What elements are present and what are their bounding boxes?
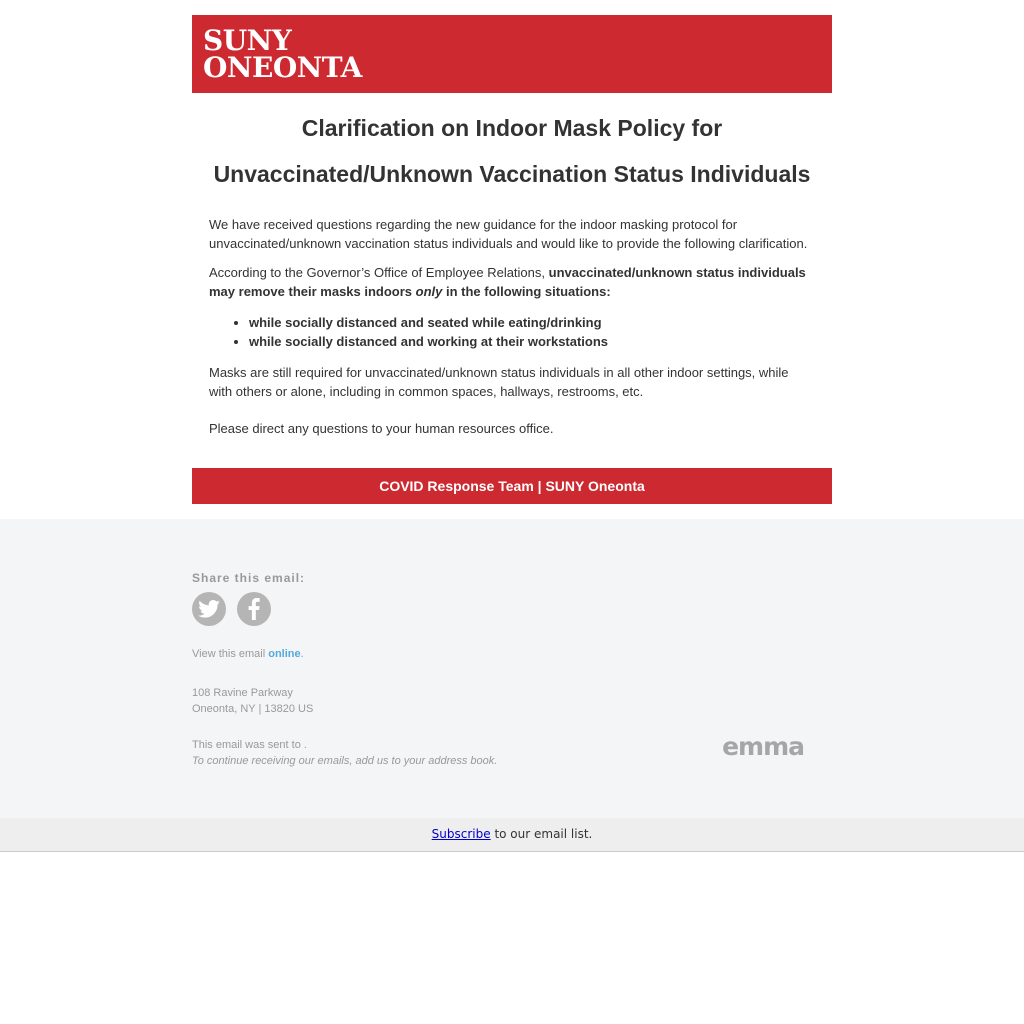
twitter-icon[interactable] bbox=[192, 592, 226, 626]
address-book-note: To continue receiving our emails, add us to your address book. bbox=[192, 755, 498, 767]
policy-bold-b: in the following situations: bbox=[442, 284, 611, 299]
policy-italic-only: only bbox=[415, 284, 443, 299]
policy-bold-a: unvaccinated/unknown status individuals may remove their masks indoors bbox=[209, 265, 806, 299]
share-label: Share this email: bbox=[192, 571, 306, 585]
subscribe-bar bbox=[0, 818, 1024, 852]
facebook-icon[interactable] bbox=[237, 592, 271, 626]
header-banner bbox=[192, 15, 832, 93]
policy-paragraph bbox=[209, 263, 815, 301]
postal-address bbox=[192, 685, 313, 717]
article-body bbox=[192, 215, 832, 438]
title-line-1: Clarification on Indoor Mask Policy for bbox=[301, 115, 723, 141]
logo-line-1: SUNY bbox=[203, 24, 292, 57]
address-line-1: 108 Ravine Parkway bbox=[192, 687, 293, 699]
sent-to-line: This email was sent to . bbox=[192, 739, 307, 751]
email-footer bbox=[0, 519, 1024, 818]
masks-required-paragraph: Masks are still required for unvaccinated/unknown status individuals in all other indoor settings, while with others or alone, including in common spaces, hallways, restrooms, etc. bbox=[209, 365, 789, 399]
emma-logo[interactable]: emma bbox=[722, 732, 804, 761]
view-online-prefix: View this email bbox=[192, 648, 269, 660]
subscribe-suffix: to our email list. bbox=[490, 827, 593, 841]
list-item: • while socially distanced and seated while eating/drinking bbox=[249, 313, 815, 332]
list-item: • while socially distanced and working at their workstations bbox=[249, 332, 815, 351]
view-online-line bbox=[192, 648, 304, 660]
address-line-2: Oneonta, NY | 13820 US bbox=[192, 703, 314, 715]
contact-paragraph: Please direct any questions to your human resources office. bbox=[209, 421, 554, 436]
intro-paragraph: We have received questions regarding the new guidance for the indoor masking protocol for unvaccinated/unknown vaccination status individuals and would like to provide the following clarification. bbox=[209, 217, 808, 251]
suny-oneonta-logo[interactable] bbox=[203, 24, 362, 84]
logo-line-2: ONEONTA bbox=[203, 51, 362, 84]
social-share-icons bbox=[192, 592, 271, 626]
email-container bbox=[192, 0, 832, 504]
sent-notice bbox=[192, 737, 497, 769]
subscribe-link[interactable]: Subscribe bbox=[431, 827, 491, 841]
title-line-2: Unvaccinated/Unknown Vaccination Status Individuals bbox=[213, 161, 811, 187]
view-online-suffix: . bbox=[300, 648, 304, 660]
situations-list bbox=[209, 313, 815, 351]
policy-lead-text: According to the Governor’s Office of Employee Relations, bbox=[209, 265, 549, 280]
page-title bbox=[192, 105, 832, 197]
view-online-link[interactable]: online bbox=[268, 648, 301, 660]
signature-bar: COVID Response Team | SUNY Oneonta bbox=[192, 468, 832, 504]
